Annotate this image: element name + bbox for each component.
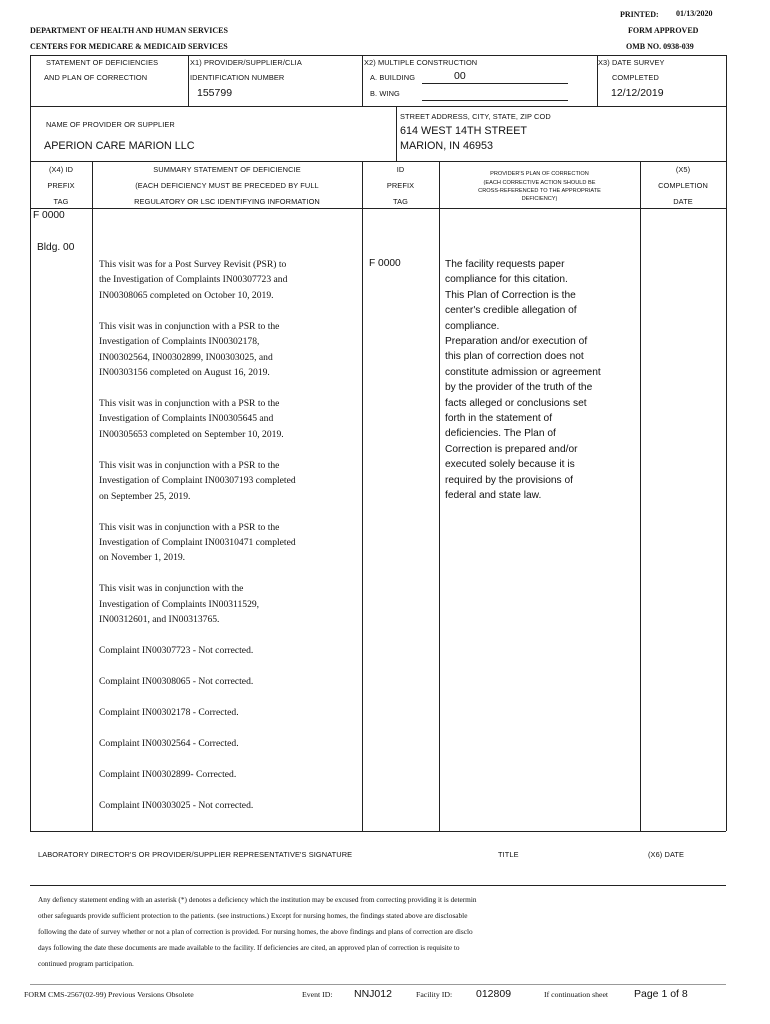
id-header-3: TAG bbox=[393, 197, 408, 206]
table-bottom-rule bbox=[30, 831, 726, 832]
summary-line: Complaint IN00302178 - Corrected. bbox=[99, 707, 239, 719]
x4-header-2: PREFIX bbox=[47, 181, 75, 190]
plan-line: constitute admission or agreement bbox=[445, 366, 601, 378]
survey-date: 12/12/2019 bbox=[611, 87, 664, 99]
plan-line: Preparation and/or execution of bbox=[445, 336, 588, 348]
summary-paragraph bbox=[99, 674, 253, 689]
summary-line: the Investigation of Complaints IN00307723 and bbox=[99, 274, 288, 286]
plan-line: The facility requests paper bbox=[445, 259, 565, 270]
summary-paragraph bbox=[99, 767, 236, 782]
header-left-border bbox=[30, 55, 31, 161]
wing-underline bbox=[422, 100, 568, 101]
header-divider-x1 bbox=[188, 55, 189, 106]
continuation-label: If continuation sheet bbox=[544, 990, 609, 999]
summary-paragraph bbox=[99, 705, 239, 720]
summary-line: on November 1, 2019. bbox=[99, 552, 186, 564]
header-mid-rule-left bbox=[30, 106, 396, 107]
signature-label: LABORATORY DIRECTOR'S OR PROVIDER/SUPPLIER REPRESENTATIVE'S SIGNATURE bbox=[38, 850, 353, 859]
summary-paragraph bbox=[99, 396, 284, 442]
disclaimer-line: continued program participation. bbox=[38, 959, 134, 968]
summary-paragraph bbox=[99, 458, 296, 504]
summary-line: This visit was in conjunction with a PSR to the bbox=[99, 398, 280, 409]
summary-line: Complaint IN00303025 - Not corrected. bbox=[99, 800, 254, 812]
plan-line: deficiencies. The Plan of bbox=[445, 428, 556, 440]
summary-paragraph bbox=[99, 581, 259, 627]
header-top-rule bbox=[30, 55, 726, 56]
summary-header-2: (EACH DEFICIENCY MUST BE PRECEDED BY FULL bbox=[135, 181, 319, 190]
plan-line: forth in the statement of bbox=[445, 413, 553, 425]
form-approved: FORM APPROVED bbox=[628, 26, 699, 35]
summary-paragraph bbox=[99, 643, 253, 658]
building-label: A. BUILDING bbox=[370, 73, 416, 82]
x5-header-3: DATE bbox=[673, 197, 693, 206]
summary-line: This visit was in conjunction with a PSR to the bbox=[99, 521, 280, 533]
plan-line: center's credible allegation of bbox=[445, 305, 577, 317]
id-header-2: PREFIX bbox=[386, 181, 415, 190]
summary-line: Investigation of Complaints IN00302178, bbox=[99, 336, 260, 348]
address-line-1: 614 WEST 14TH STREET bbox=[400, 125, 528, 137]
plan-line: compliance for this citation. bbox=[445, 274, 568, 286]
summary-paragraph bbox=[99, 257, 287, 303]
printed-date: 01/13/2020 bbox=[676, 9, 713, 18]
plan-line: facts alleged or conclusions set bbox=[445, 397, 587, 409]
plan-line: Correction is prepared and/or bbox=[445, 443, 578, 455]
wing-label: B. WING bbox=[370, 89, 400, 98]
facility-id: 012809 bbox=[476, 988, 512, 1000]
address-line-2: MARION, IN 46953 bbox=[400, 140, 494, 152]
plan-line: This Plan of Correction is the bbox=[445, 289, 576, 301]
table-header-rule bbox=[30, 208, 726, 209]
event-id-label: Event ID: bbox=[302, 990, 333, 999]
plan-header-4: DEFICIENCY) bbox=[521, 196, 558, 202]
summary-line: on September 25, 2019. bbox=[99, 490, 191, 502]
header-divider-x2 bbox=[362, 55, 363, 106]
summary-line: IN00303156 completed on August 16, 2019. bbox=[99, 367, 270, 379]
x2-label: X2) MULTIPLE CONSTRUCTION bbox=[364, 58, 478, 67]
building-underline bbox=[422, 83, 568, 84]
x1-label-2: IDENTIFICATION NUMBER bbox=[190, 73, 285, 82]
plan-line: compliance. bbox=[445, 320, 500, 332]
right-prefix-tag: F 0000 bbox=[369, 258, 401, 269]
table-top-rule bbox=[30, 161, 726, 162]
summary-line: This visit was for a Post Survey Revisit (PSR) to bbox=[99, 259, 287, 270]
disclaimer-line: following the date of survey whether or not a plan of correction is provided. For nursing homes, the above findings and plans of correction are disclo bbox=[38, 927, 473, 936]
title-label: TITLE bbox=[498, 850, 519, 859]
header-right-border bbox=[726, 55, 727, 161]
plan-header-2: (EACH CORRECTIVE ACTION SHOULD BE bbox=[483, 180, 596, 186]
omb-number: OMB NO. 0938-039 bbox=[626, 42, 694, 51]
summary-line: IN00305653 completed on September 10, 2019. bbox=[99, 428, 284, 440]
id-header-1: ID bbox=[396, 165, 405, 174]
agency-line-2: CENTERS FOR MEDICARE & MEDICAID SERVICES bbox=[30, 42, 228, 51]
summary-paragraph bbox=[99, 736, 239, 751]
plan-header-3: CROSS-REFERENCED TO THE APPROPRIATE bbox=[478, 188, 601, 194]
summary-line: Investigation of Complaint IN00310471 completed bbox=[99, 537, 296, 548]
disclaimer-line: days following the date these documents are made available to the facility. If deficiencies are cited, an approved plan of correction is requisite to bbox=[38, 943, 460, 952]
plan-line: this plan of correction does not bbox=[445, 351, 584, 363]
x4-header-1: (X4) ID bbox=[48, 165, 74, 174]
plan-line: federal and state law. bbox=[445, 490, 542, 502]
provider-number: 155799 bbox=[197, 87, 233, 99]
summary-line: Complaint IN00308065 - Not corrected. bbox=[99, 676, 254, 688]
x3-label-1: X3) DATE SURVEY bbox=[598, 58, 665, 67]
summary-line: Investigation of Complaint IN00307193 completed bbox=[99, 475, 296, 487]
summary-header-1: SUMMARY STATEMENT OF DEFICIENCIE bbox=[153, 165, 301, 174]
plan-line: by the provider of the truth of the bbox=[445, 382, 593, 394]
x5-header-1: (X5) bbox=[675, 165, 691, 174]
building-value: 00 bbox=[454, 70, 466, 82]
summary-line: IN00302564, IN00302899, IN00303025, and bbox=[99, 351, 273, 363]
footer-rule bbox=[30, 984, 726, 985]
plan-line: required by the provisions of bbox=[445, 474, 573, 486]
form-number: FORM CMS-2567(02-99) Previous Versions Obsolete bbox=[24, 990, 194, 999]
plan-of-correction bbox=[445, 257, 601, 504]
disclaimer-line: other safeguards provide sufficient protection to the patients. (see instructions.) Except for nursing homes, the findings stated above are disclosable bbox=[38, 911, 468, 920]
summary-header-3: REGULATORY OR LSC IDENTIFYING INFORMATION bbox=[134, 197, 320, 206]
x5-header-2: COMPLETION bbox=[658, 181, 708, 190]
summary-line: Investigation of Complaints IN00311529, bbox=[99, 598, 260, 610]
page-number: Page 1 of 8 bbox=[634, 988, 688, 1000]
agency-line-1: DEPARTMENT OF HEALTH AND HUMAN SERVICES bbox=[30, 26, 228, 35]
summary-line: Complaint IN00302899- Corrected. bbox=[99, 769, 237, 781]
statement-label-1: STATEMENT OF DEFICIENCIES bbox=[46, 58, 159, 67]
disclaimer-text bbox=[38, 892, 477, 972]
address-label: STREET ADDRESS, CITY, STATE, ZIP COD bbox=[400, 112, 551, 121]
plan-line: executed solely because it is bbox=[445, 459, 575, 471]
disclaimer-line: Any defiency statement ending with an asterisk (*) denotes a deficiency which the institution may be excused from correcting providing it is determin bbox=[38, 895, 477, 904]
col-right-border bbox=[726, 161, 727, 831]
col-divider-summary bbox=[362, 161, 363, 831]
summary-line: This visit was in conjunction with a PSR to the bbox=[99, 459, 280, 471]
event-id: NNJ012 bbox=[354, 988, 392, 1000]
col-divider-id bbox=[439, 161, 440, 831]
statement-label-2: AND PLAN OF CORRECTION bbox=[44, 73, 148, 82]
summary-line: Complaint IN00302564 - Corrected. bbox=[99, 738, 239, 750]
summary-line: Complaint IN00307723 - Not corrected. bbox=[99, 645, 254, 657]
summary-line: IN00312601, and IN00313765. bbox=[99, 614, 220, 626]
provider-name-label: NAME OF PROVIDER OR SUPPLIER bbox=[46, 120, 175, 129]
summary-line: Investigation of Complaints IN00305645 and bbox=[99, 413, 274, 425]
summary-paragraph bbox=[99, 520, 296, 566]
plan-header-1: PROVIDER'S PLAN OF CORRECTION bbox=[490, 171, 589, 177]
left-prefix-tag: F 0000 bbox=[33, 210, 65, 221]
col-left-border bbox=[30, 161, 31, 831]
x4-header-3: TAG bbox=[53, 197, 69, 206]
header-divider-address bbox=[396, 106, 397, 161]
col-divider-plan bbox=[640, 161, 641, 831]
signature-bottom-rule bbox=[30, 885, 726, 886]
x1-label-1: X1) PROVIDER/SUPPLIER/CLIA bbox=[190, 58, 302, 67]
printed-label: PRINTED: bbox=[620, 10, 659, 19]
summary-paragraph bbox=[99, 798, 253, 813]
x3-label-2: COMPLETED bbox=[612, 73, 659, 82]
summary-line: This visit was in conjunction with a PSR to the bbox=[99, 320, 280, 332]
building-tag: Bldg. 00 bbox=[37, 242, 75, 253]
facility-id-label: Facility ID: bbox=[416, 990, 453, 999]
summary-line: IN00308065 completed on October 10, 2019. bbox=[99, 289, 274, 301]
summary-paragraph bbox=[99, 319, 279, 381]
date-label: (X6) DATE bbox=[648, 850, 685, 859]
summary-line: This visit was in conjunction with the bbox=[99, 583, 244, 595]
col-divider-x4 bbox=[92, 161, 93, 831]
header-mid-rule-right bbox=[396, 106, 726, 107]
provider-name: APERION CARE MARION LLC bbox=[44, 140, 195, 152]
